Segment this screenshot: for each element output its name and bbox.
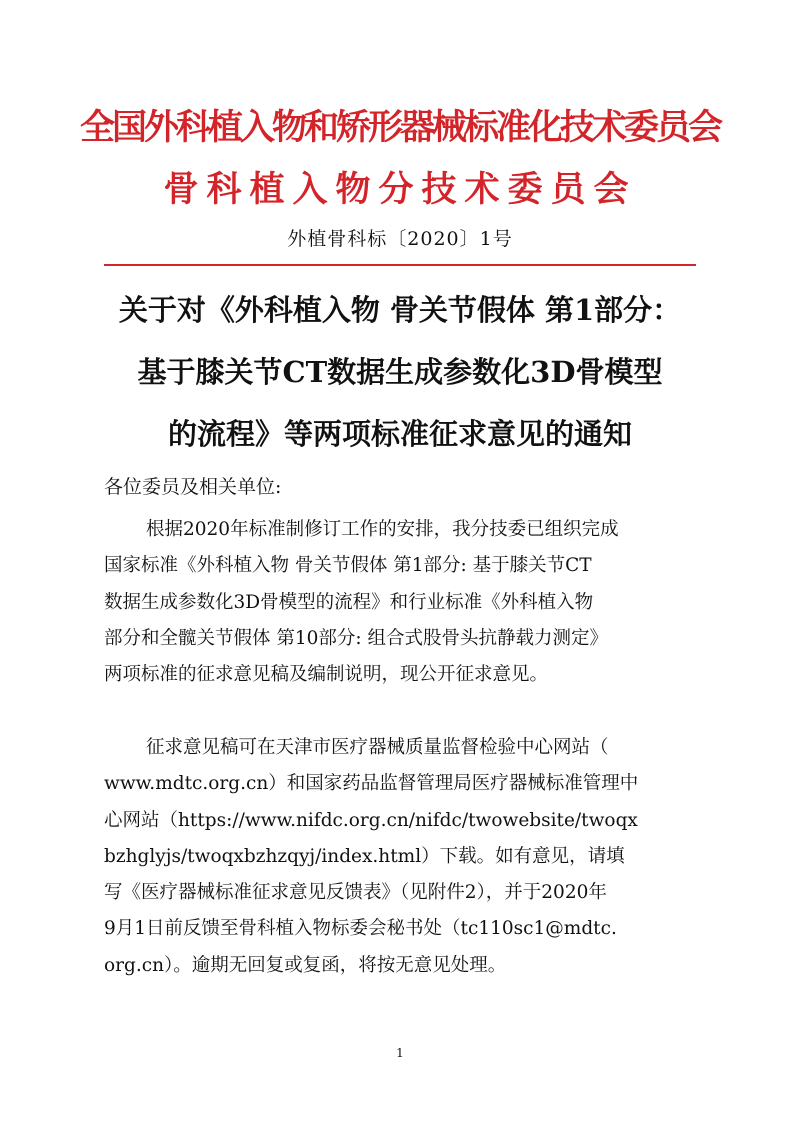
page-number: 1 [396, 1046, 404, 1060]
paragraph-line: 心网站（https://www.nifdc.org.cn/nifdc/twowebsite/twoqx [104, 809, 638, 831]
paragraph-line: 数据生成参数化3D骨模型的流程》和行业标准《外科植入物 [104, 591, 594, 613]
header-divider [104, 264, 696, 266]
paragraph-line: 国家标准《外科植入物 骨关节假体 第1部分: 基于膝关节CT [104, 555, 592, 577]
paragraph-line: 写《医疗器械标准征求意见反馈表》（见附件2），并于2020年 [104, 882, 607, 904]
sub-committee-name: 骨科植入物分技术委员会 [163, 169, 637, 210]
paragraph-line: bzhglyjs/twoqxbzhzqyj/index.html）下载。如有意见，请填 [104, 845, 625, 867]
notice-title-line: 关于对《外科植入物 骨关节假体 第1部分： [118, 293, 682, 327]
paragraph-line: 征求意见稿可在天津市医疗器械质量监督检验中心网站（ [146, 737, 609, 758]
paragraph-line: 两项标准的征求意见稿及编制说明，现公开征求意见。 [104, 664, 549, 686]
salutation: 各位委员及相关单位: [104, 476, 282, 498]
paragraph-line: org.cn）。逾期无回复或复函，将按无意见处理。 [104, 954, 507, 976]
organization-name: 全国外科植入物和矫形器械标准化技术委员会 [79, 107, 720, 148]
paragraph-line: www.mdtc.org.cn）和国家药品监督管理局医疗器械标准管理中 [104, 773, 639, 795]
body-paragraph [104, 730, 694, 984]
notice-title-line: 的流程》等两项标准征求意见的通知 [167, 417, 632, 451]
paragraph-line: 部分和全髋关节假体 第10部分: 组合式股骨头抗静载力测定》 [104, 627, 609, 649]
body-paragraph [104, 512, 694, 693]
paragraph-line: 9月1日前反馈至骨科植入物标委会秘书处（tc110sc1@mdtc. [104, 918, 617, 940]
paragraph-line: 根据2020年标准制修订工作的安排，我分技委已组织完成 [146, 519, 619, 540]
document-number: 外植骨科标〔2020〕1号 [287, 228, 513, 250]
notice-title-line: 基于膝关节CT数据生成参数化3D骨模型 [137, 355, 663, 389]
